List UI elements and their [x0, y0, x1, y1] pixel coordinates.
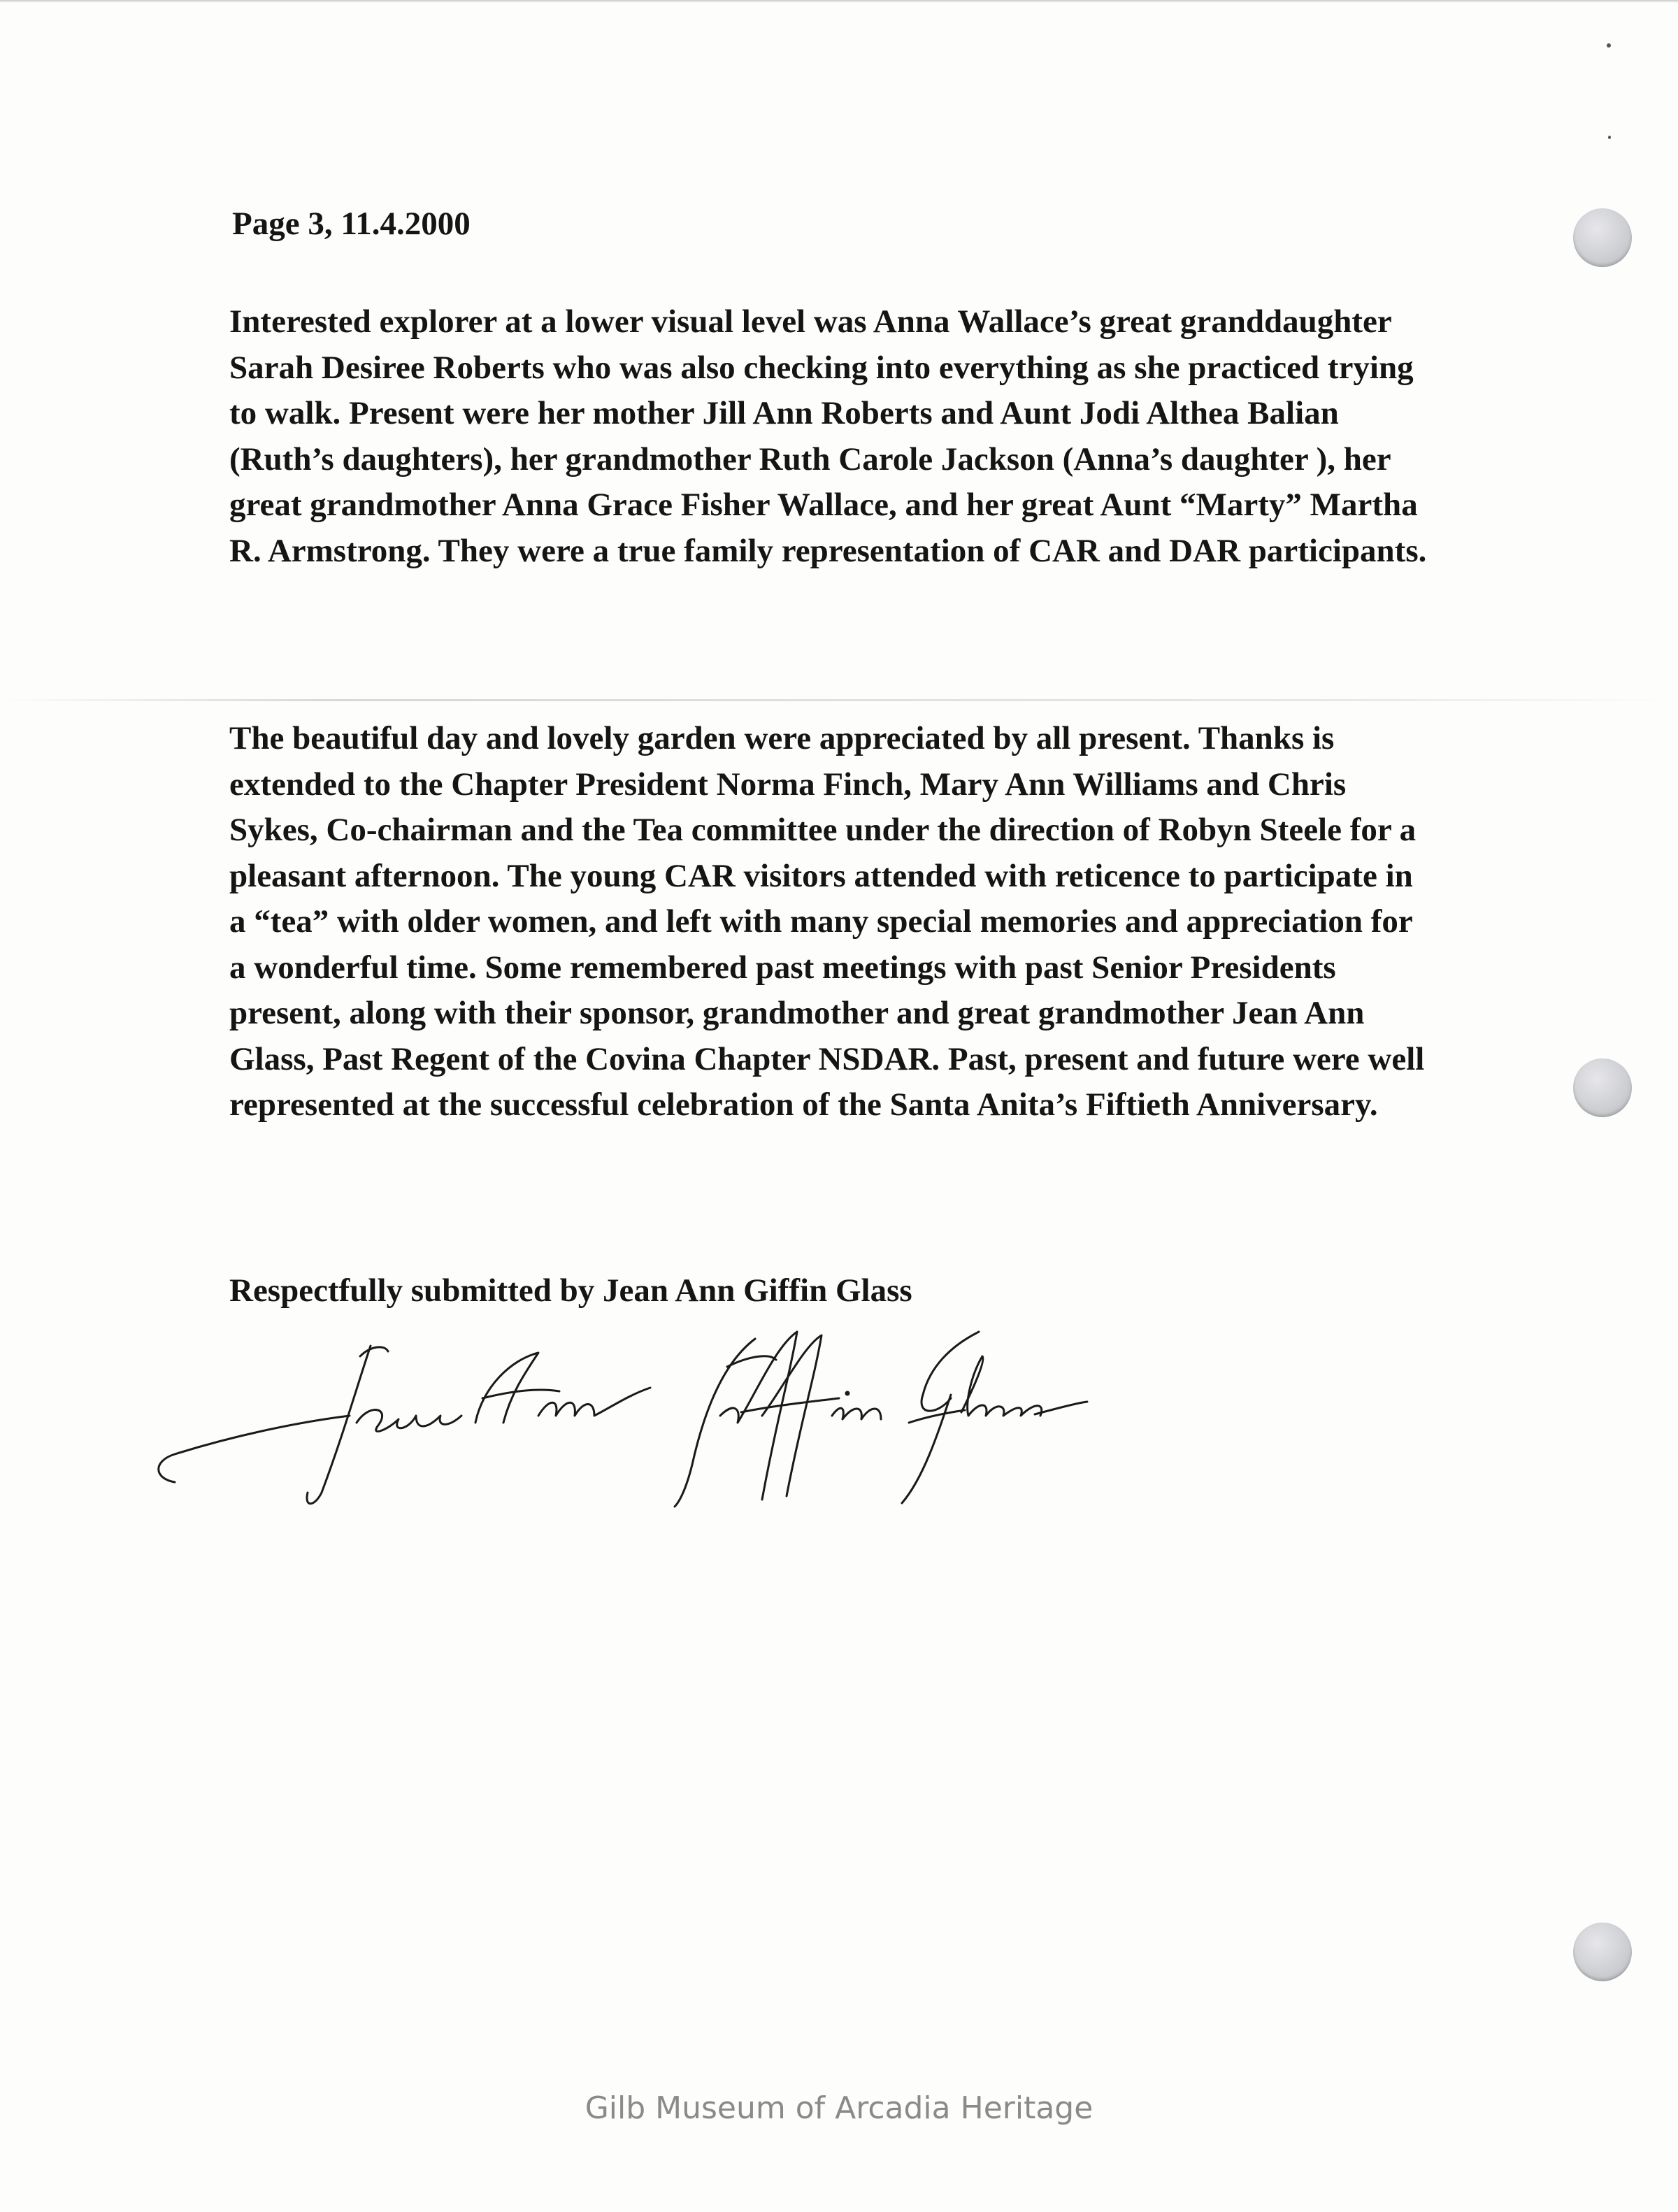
body-paragraph-1: Interested explorer at a lower visual level was Anna Wallace’s great granddaughter Sarah Desiree Roberts who was also checking into everything as she practiced trying to walk. Present were her mother Jill Ann Roberts and Aunt Jodi Althea Balian (Ruth’s daughters), her grandmother Ruth Carole Jackson (Anna’s daughter ), her great grandmother Anna Grace Fisher Wallace, and her great Aunt “Marty” Martha R. Armstrong. They were a true family representation of CAR and DAR participants.	[229, 303, 1427, 569]
page-top-edge	[0, 0, 1678, 3]
watermark-text: Gilb Museum of Arcadia Heritage	[585, 2090, 1093, 2126]
scan-fold-line	[0, 699, 1678, 701]
scan-speck	[1607, 43, 1611, 48]
handwritten-signature	[147, 1318, 1091, 1514]
punch-hole-middle	[1573, 1058, 1632, 1117]
punch-hole-top	[1573, 208, 1632, 267]
punch-hole-bottom	[1573, 1923, 1632, 1981]
page-header: Page 3, 11.4.2000	[232, 206, 471, 242]
scan-speck	[1608, 136, 1611, 139]
body-paragraph-2: The beautiful day and lovely garden were appreciated by all present. Thanks is extended to the Chapter President Norma Finch, Mary Ann Williams and Chris Sykes, Co-chairman and the Tea committee under the direction of Robyn Steele for a pleasant afternoon. The young CAR visitors attended with reticence to participate in a “tea” with older women, and left with many special memories and appreciation for a wonderful time. Some remembered past meetings with past Senior Presidents present, along with their sponsor, grandmother and great grandmother Jean Ann Glass, Past Regent of the Covina Chapter NSDAR. Past, present and future were well represented at the successful celebration of the Santa Anita’s Fiftieth Anniversary.	[229, 720, 1425, 1123]
closing-line: Respectfully submitted by Jean Ann Giffin Glass	[229, 1272, 912, 1309]
